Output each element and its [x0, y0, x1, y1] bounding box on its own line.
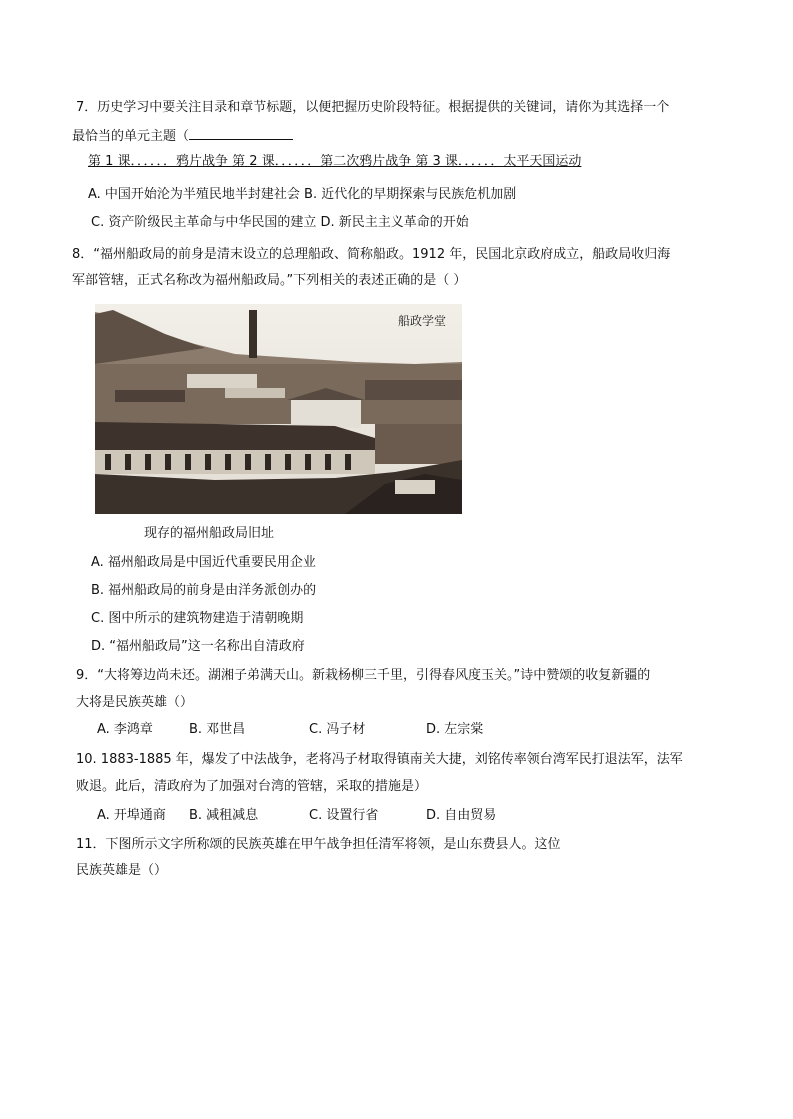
shipyard-photo [95, 304, 462, 514]
q8-option-a: A. 福州船政局是中国近代重要民用企业 [91, 555, 316, 570]
q8-stem-line2: 军部管辖，正式名称改为福州船政局。”下列相关的表述正确的是（ ） [72, 273, 467, 288]
q9-stem-line2: 大将是民族英雄（） [76, 695, 194, 710]
q9-option-b: B. 邓世昌 [189, 722, 246, 737]
photo-caption: 现存的福州船政局旧址 [144, 526, 275, 541]
q7-toc: 第 1 课．．．．．．鸦片战争 第 2 课．．．．．．第二次鸦片战争 第 3 课．．．．．．太平天国运动 [88, 154, 582, 169]
photo-label: 船政学堂 [397, 314, 446, 328]
q7-options-cd: C. 资产阶级民主革命与中华民国的建立 D. 新民主主义革命的开始 [91, 215, 469, 230]
q10-option-d: D. 自由贸易 [426, 808, 497, 823]
q8-option-d: D. “福州船政局”这一名称出自清政府 [91, 639, 305, 654]
q10-option-a: A. 开埠通商 [97, 808, 166, 823]
q7-options-ab: A. 中国开始沦为半殖民地半封建社会 B. 近代化的早期探索与民族危机加剧 [88, 187, 517, 202]
q8-option-b: B. 福州船政局的前身是由洋务派创办的 [91, 583, 317, 598]
q10-stem-line2: 败退。此后，清政府为了加强对台湾的管辖，采取的措施是） [76, 779, 428, 794]
q11-stem-line2: 民族英雄是（） [76, 863, 168, 878]
q7-answer-blank [189, 126, 293, 140]
q7-stem-line2 [72, 126, 293, 146]
q7-stem-line1: 7．历史学习中要关注目录和章节标题，以便把握历史阶段特征。根据提供的关键词，请你为其选择一个 [76, 100, 670, 115]
q10-stem-line1: 10. 1883-1885 年，爆发了中法战争，老将冯子材取得镇南关大捷，刘铭传率领台湾军民打退法军，法军 [76, 752, 683, 767]
q9-option-c: C. 冯子材 [309, 722, 366, 737]
q9-option-a: A. 李鸿章 [97, 722, 153, 737]
q10-option-b: B. 减租减息 [189, 808, 259, 823]
q10-option-c: C. 设置行省 [309, 808, 379, 823]
q9-option-d: D. 左宗棠 [426, 722, 484, 737]
shipyard-photo-graphic [95, 304, 462, 514]
q11-stem-line1: 11．下图所示文字所称颂的民族英雄在甲午战争担任清军将领，是山东费县人。这位 [76, 837, 561, 852]
q7-stem-line2-text: 最恰当的单元主题（ [72, 129, 190, 144]
q9-stem-line1: 9．“大将筹边尚未还。湖湘子弟满天山。新栽杨柳三千里，引得春风度玉关。”诗中赞颂的收复新疆的 [76, 668, 651, 683]
q8-option-c: C. 图中所示的建筑物建造于清朝晚期 [91, 611, 304, 626]
q8-stem-line1: 8．“福州船政局的前身是清末设立的总理船政、简称船政。1912 年，民国北京政府成立，船政局收归海 [72, 247, 671, 262]
